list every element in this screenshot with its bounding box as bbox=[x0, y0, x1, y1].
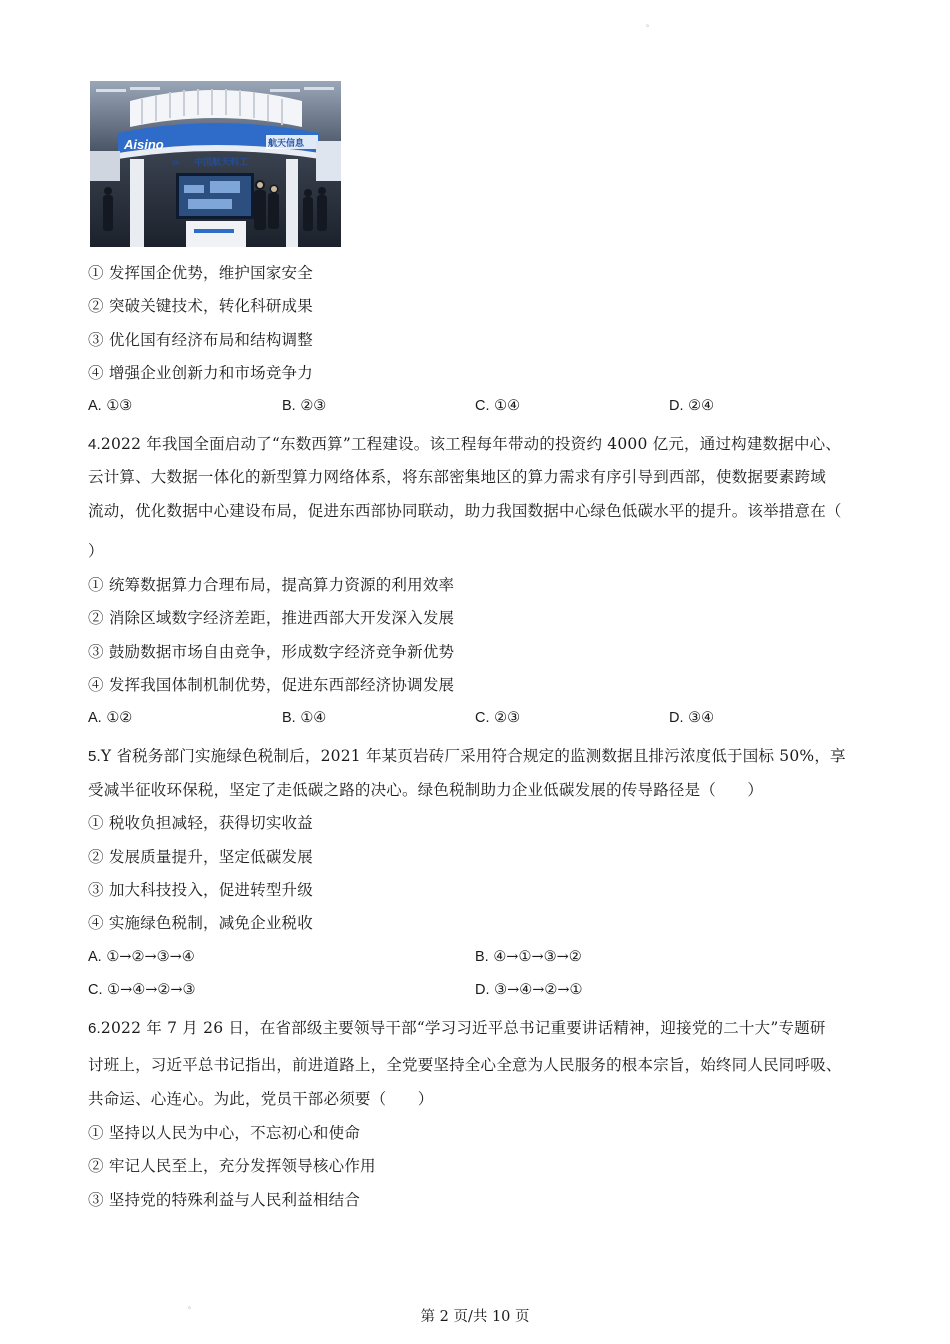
sign-small: SK bbox=[172, 161, 181, 167]
q5-option-b[interactable] bbox=[475, 946, 582, 968]
q4-stem-line-3: 流动，优化数据中心建设布局，促进东西部协同联动，助力我国数据中心绿色低碳水平的提升。该举措意在（ bbox=[88, 502, 842, 520]
page-footer: 第 2 页/共 10 页 bbox=[420, 1309, 530, 1325]
question-number: 4. bbox=[88, 436, 101, 453]
option-text: ①④ bbox=[494, 398, 521, 414]
option-key: C. bbox=[475, 710, 490, 726]
q6-item-1: ① 坚持以人民为中心，不忘初心和使命 bbox=[88, 1124, 361, 1142]
option-key: D. bbox=[669, 398, 684, 414]
option-key: A. bbox=[88, 949, 102, 965]
option-key: A. bbox=[88, 710, 102, 726]
q3-option-a[interactable] bbox=[88, 395, 132, 417]
sign-right: 航天信息 bbox=[268, 138, 305, 148]
q5-option-c[interactable] bbox=[88, 979, 196, 1001]
q6-item-2: ② 牢记人民至上，充分发挥领导核心作用 bbox=[88, 1157, 376, 1175]
option-key: A. bbox=[88, 398, 102, 414]
q4-option-c[interactable] bbox=[475, 707, 520, 729]
option-text: ②④ bbox=[688, 398, 715, 414]
header-mark: 。 bbox=[646, 19, 654, 28]
q5-stem-text: Y 省税务部门实施绿色税制后，2021 年某页岩砖厂采用符合规定的监测数据且排污浓度低于国标 50%，享 bbox=[100, 747, 846, 765]
q4-item-1: ① 统筹数据算力合理布局，提高算力资源的利用效率 bbox=[88, 576, 455, 594]
q5-stem-line-1 bbox=[88, 745, 846, 768]
option-text: ①③ bbox=[106, 398, 133, 414]
booth-illustration bbox=[90, 81, 341, 247]
q4-option-b[interactable] bbox=[282, 707, 326, 729]
option-text: ①→④→②→③ bbox=[107, 982, 196, 998]
option-key: C. bbox=[475, 398, 490, 414]
q4-item-3: ③ 鼓励数据市场自由竞争，形成数字经济竞争新优势 bbox=[88, 643, 455, 661]
q5-option-d[interactable] bbox=[475, 979, 583, 1001]
q6-stem-line-3: 共命运、心连心。为此，党员干部必须要（ ） bbox=[88, 1090, 434, 1108]
q4-stem-line-4: ） bbox=[88, 542, 104, 560]
option-text: ③→④→②→① bbox=[494, 982, 583, 998]
sign-aisino: Aisino bbox=[124, 137, 164, 152]
q6-stem-line-2: 讨班上，习近平总书记指出，前进道路上，全党要坚持全心全意为人民服务的根本宗旨，始终同人民同呼吸、 bbox=[88, 1056, 842, 1074]
option-key: D. bbox=[669, 710, 684, 726]
option-key: B. bbox=[475, 949, 489, 965]
question-number: 6. bbox=[88, 1020, 101, 1037]
q5-item-1: ① 税收负担减轻，获得切实收益 bbox=[88, 814, 313, 832]
q3-option-d[interactable] bbox=[669, 395, 714, 417]
q4-stem-text: 2022 年我国全面启动了“东数西算”工程建设。该工程每年带动的投资约 4000 亿元，通过构建数据中心、 bbox=[100, 435, 842, 453]
q3-item-4: ④ 增强企业创新力和市场竞争力 bbox=[88, 364, 313, 382]
q5-option-a[interactable] bbox=[88, 946, 195, 968]
q5-item-4: ④ 实施绿色税制，减免企业税收 bbox=[88, 914, 313, 932]
q4-stem-line-2: 云计算、大数据一体化的新型算力网络体系，将东部密集地区的算力需求有序引导到西部，使数据要素跨域 bbox=[88, 468, 826, 486]
sign-company: 中国航天科工 bbox=[194, 157, 249, 167]
option-key: D. bbox=[475, 982, 490, 998]
q5-item-2: ② 发展质量提升，坚定低碳发展 bbox=[88, 848, 313, 866]
q5-item-3: ③ 加大科技投入，促进转型升级 bbox=[88, 881, 313, 899]
option-key: C. bbox=[88, 982, 103, 998]
q4-option-d[interactable] bbox=[669, 707, 714, 729]
q3-option-b[interactable] bbox=[282, 395, 326, 417]
q6-item-3: ③ 坚持党的特殊利益与人民利益相结合 bbox=[88, 1191, 361, 1209]
q4-item-4: ④ 发挥我国体制机制优势，促进东西部经济协调发展 bbox=[88, 676, 455, 694]
option-text: ④→①→③→② bbox=[493, 949, 582, 965]
option-key: B. bbox=[282, 710, 296, 726]
option-text: ①② bbox=[106, 710, 133, 726]
option-text: ①④ bbox=[300, 710, 327, 726]
footer-mark: 。 bbox=[188, 1301, 196, 1310]
question-number: 5. bbox=[88, 748, 101, 765]
q3-item-3: ③ 优化国有经济布局和结构调整 bbox=[88, 331, 313, 349]
q6-stem-line-1 bbox=[88, 1017, 826, 1040]
q4-option-a[interactable] bbox=[88, 707, 132, 729]
q6-stem-text: 2022 年 7 月 26 日，在省部级主要领导干部“学习习近平总书记重要讲话精神，迎接党的二十大”专题研 bbox=[100, 1019, 826, 1037]
option-text: ①→②→③→④ bbox=[106, 949, 195, 965]
q5-stem-line-2: 受减半征收环保税，坚定了走低碳之路的决心。绿色税制助力企业低碳发展的传导路径是（ ） bbox=[88, 781, 764, 799]
q3-item-1: ① 发挥国企优势，维护国家安全 bbox=[88, 264, 313, 282]
q3-option-c[interactable] bbox=[475, 395, 520, 417]
option-text: ③④ bbox=[688, 710, 715, 726]
q4-stem-line-1 bbox=[88, 433, 841, 456]
q4-item-2: ② 消除区域数字经济差距，推进西部大开发深入发展 bbox=[88, 609, 455, 627]
exhibition-booth-photo bbox=[90, 81, 341, 247]
option-text: ②③ bbox=[300, 398, 327, 414]
option-key: B. bbox=[282, 398, 296, 414]
option-text: ②③ bbox=[494, 710, 521, 726]
q3-item-2: ② 突破关键技术，转化科研成果 bbox=[88, 297, 313, 315]
